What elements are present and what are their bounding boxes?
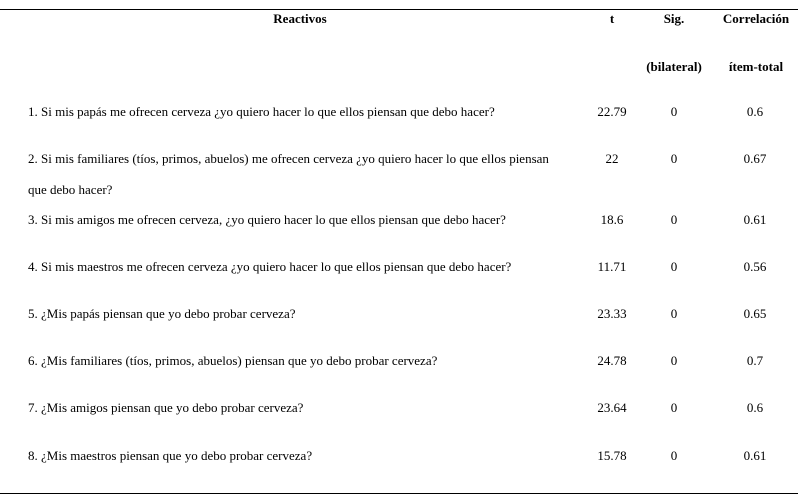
item-text: 1. Si mis papás me ofrecen cerveza ¿yo quiero hacer lo que ellos piensan que debo hacer? [28, 104, 495, 119]
item-text: 8. ¿Mis maestros piensan que yo debo probar cerveza? [28, 448, 313, 463]
sig-value: 0 [670, 212, 678, 227]
t-value: 18.6 [600, 212, 624, 227]
header-sig-line1: Sig. [663, 11, 685, 26]
correlation-value: 0.6 [746, 104, 764, 119]
correlation-value: 0.61 [743, 448, 767, 463]
sig-value: 0 [670, 259, 678, 274]
correlation-value: 0.56 [743, 259, 767, 274]
t-value: 22 [605, 151, 619, 166]
sig-value: 0 [670, 104, 678, 119]
header-t: t [609, 11, 615, 26]
header-reactivos: Reactivos [273, 11, 327, 26]
t-value: 24.78 [597, 353, 627, 368]
item-text: 6. ¿Mis familiares (tíos, primos, abuelos) piensan que yo debo probar cerveza? [28, 353, 438, 368]
correlation-value: 0.67 [743, 151, 767, 166]
t-value: 23.64 [597, 400, 627, 415]
t-value: 22.79 [597, 104, 627, 119]
t-value: 15.78 [597, 448, 627, 463]
item-text: 5. ¿Mis papás piensan que yo debo probar cerveza? [28, 306, 296, 321]
header-correlation-line2: ítem-total [728, 59, 784, 74]
t-value: 11.71 [597, 259, 627, 274]
table-bottom-rule [0, 493, 798, 494]
item-text: 3. Si mis amigos me ofrecen cerveza, ¿yo quiero hacer lo que ellos piensan que debo hacer? [28, 212, 506, 227]
item-text: 4. Si mis maestros me ofrecen cerveza ¿yo quiero hacer lo que ellos piensan que debo hacer? [28, 259, 512, 274]
sig-value: 0 [670, 353, 678, 368]
t-value: 23.33 [597, 306, 627, 321]
header-sig-line2: (bilateral) [646, 59, 702, 74]
table-top-rule [0, 9, 798, 10]
sig-value: 0 [670, 151, 678, 166]
sig-value: 0 [670, 448, 678, 463]
correlation-value: 0.7 [746, 353, 764, 368]
correlation-value: 0.6 [746, 400, 764, 415]
header-correlation-line1: Correlación [722, 11, 790, 26]
sig-value: 0 [670, 306, 678, 321]
correlation-value: 0.61 [743, 212, 767, 227]
item-text: 7. ¿Mis amigos piensan que yo debo probar cerveza? [28, 400, 304, 415]
correlation-value: 0.65 [743, 306, 767, 321]
sig-value: 0 [670, 400, 678, 415]
item-text: 2. Si mis familiares (tíos, primos, abuelos) me ofrecen cerveza ¿yo quiero hacer lo que ellos piensan que debo hacer? [28, 151, 549, 197]
